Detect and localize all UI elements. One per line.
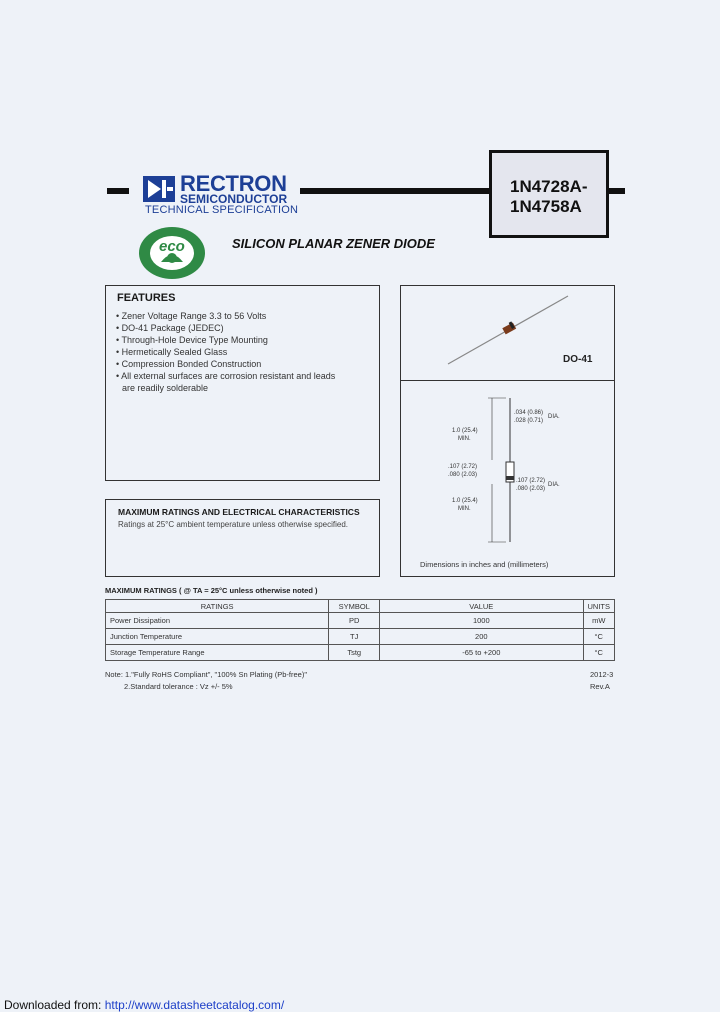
- table-row: [106, 645, 615, 661]
- company-division: SEMICONDUCTOR: [180, 192, 288, 206]
- cell-unit: °C: [583, 629, 615, 645]
- ratings-table: [105, 599, 615, 661]
- cell-rating: Junction Temperature: [106, 629, 329, 645]
- company-name: RECTRON: [180, 171, 287, 196]
- header-rule-mid: [300, 188, 489, 194]
- features-heading: FEATURES: [117, 292, 176, 304]
- note-2: 2.Standard tolerance : Vz +/- 5%: [124, 682, 233, 691]
- feature-item: • Hermetically Sealed Glass: [116, 347, 228, 357]
- part-number-line1: 1N4728A-: [510, 177, 588, 196]
- dim-lead-dia-min: .028 (0.71): [514, 418, 544, 424]
- part-number-line2: 1N4758A: [510, 197, 582, 216]
- feature-item: • All external surfaces are corrosion resistant and leads: [116, 371, 336, 381]
- table-row: [106, 613, 615, 629]
- dim-lead-len-min: MIN.: [458, 436, 471, 442]
- dimensions-note: Dimensions in inches and (millimeters): [420, 560, 549, 569]
- feature-item: • DO-41 Package (JEDEC): [116, 323, 224, 333]
- cell-unit: mW: [583, 613, 615, 629]
- table-header-row: [106, 600, 615, 613]
- ratings-heading: MAXIMUM RATINGS AND ELECTRICAL CHARACTERISTICS: [118, 507, 360, 517]
- cell-value: 200: [380, 629, 583, 645]
- part-number-box: [489, 150, 609, 238]
- package-name: DO-41: [563, 354, 593, 365]
- rectron-logo-icon: [143, 176, 175, 202]
- diode-photo-icon: [440, 292, 575, 372]
- cell-unit: °C: [583, 645, 615, 661]
- eco-seal-text: eco: [159, 238, 185, 255]
- col-header-symbol: SYMBOL: [329, 600, 380, 613]
- eco-seal-icon: [137, 226, 207, 280]
- col-header-ratings: RATINGS: [106, 600, 329, 613]
- header-rule-left: [107, 188, 129, 194]
- dim-lead-len-2: 1.0 (25.4): [452, 498, 478, 504]
- dim-body-dia-min: .080 (2.03): [516, 486, 546, 492]
- dim-dia-label: DIA.: [548, 414, 560, 420]
- ratings-table-caption: MAXIMUM RATINGS ( @ TA = 25°C unless otherwise noted ): [105, 586, 318, 595]
- cell-value: 1000: [380, 613, 583, 629]
- note-1: Note: 1."Fully RoHS Compliant", "100% Sn Plating (Pb-free)": [105, 670, 307, 679]
- dim-dia-label-2: DIA.: [548, 482, 560, 488]
- footer-label: Downloaded from:: [4, 998, 102, 1012]
- document-title: SILICON PLANAR ZENER DIODE: [232, 236, 435, 251]
- feature-item: are readily solderable: [122, 383, 209, 393]
- doc-revision: Rev.A: [590, 682, 610, 691]
- cell-symbol: Tstg: [329, 645, 380, 661]
- cell-symbol: PD: [329, 613, 380, 629]
- dim-lead-len-2-min: MIN.: [458, 506, 471, 512]
- cell-rating: Power Dissipation: [106, 613, 329, 629]
- cell-symbol: TJ: [329, 629, 380, 645]
- package-divider: [400, 380, 615, 381]
- feature-item: • Zener Voltage Range 3.3 to 56 Volts: [116, 311, 267, 321]
- cell-rating: Storage Temperature Range: [106, 645, 329, 661]
- table-row: [106, 629, 615, 645]
- doc-date: 2012-3: [590, 670, 614, 679]
- footer: [4, 998, 284, 1012]
- dim-lead-len: 1.0 (25.4): [452, 428, 478, 434]
- feature-item: • Compression Bonded Construction: [116, 359, 262, 369]
- dim-body-dia: .107 (2.72): [516, 478, 546, 484]
- header-rule-right: [609, 188, 625, 194]
- ratings-text: Ratings at 25°C ambient temperature unless otherwise specified.: [118, 520, 348, 529]
- dim-body-len-min: .080 (2.03): [448, 472, 478, 478]
- footer-link[interactable]: http://www.datasheetcatalog.com/: [104, 998, 285, 1012]
- dim-body-len: .107 (2.72): [448, 464, 478, 470]
- col-header-units: UNITS: [583, 600, 615, 613]
- feature-item: • Through-Hole Device Type Mounting: [116, 335, 268, 345]
- dim-lead-dia: .034 (0.86): [514, 410, 544, 416]
- doc-type: TECHNICAL SPECIFICATION: [145, 204, 299, 216]
- cell-value: -65 to +200: [380, 645, 583, 661]
- col-header-value: VALUE: [380, 600, 583, 613]
